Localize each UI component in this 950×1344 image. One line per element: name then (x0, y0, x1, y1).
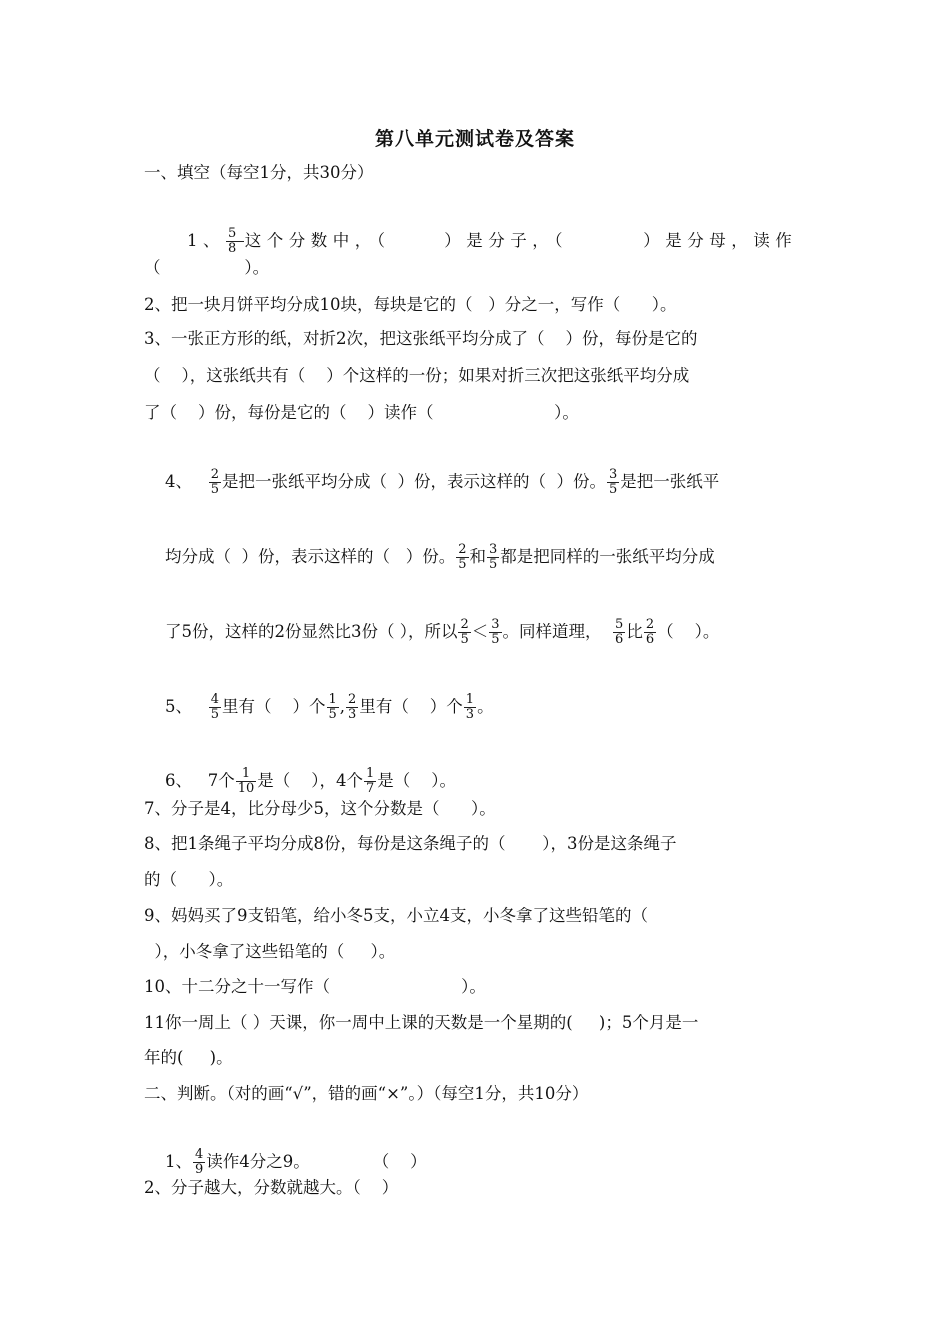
question-3-line1: 3、一张正方形的纸，对折2次，把这张纸平均分成了（ ）份，每份是它的 (144, 329, 698, 348)
question-text: 均分成（ ）份，表示这样的（ ）份。 (164, 547, 456, 566)
question-text: 。 (477, 697, 494, 716)
question-4-line3 (144, 598, 719, 667)
question-text: 读作4分之9。 （ ） (206, 1152, 427, 1171)
question-text: 是把一张纸平均分成（ ）份，表示这样的（ ）份。 (222, 472, 606, 491)
section1-heading: 一、填空（每空1分，共30分） (144, 163, 374, 182)
question-11-line1: 11你一周上（ ）天课，你一周中上课的天数是一个星期的( )；5个月是一 (144, 1013, 699, 1032)
question-text: 比 (626, 622, 643, 641)
question-5 (144, 673, 494, 742)
question-text: 7个 (207, 771, 235, 790)
question-text: 都是把同样的一张纸平均分成 (500, 547, 715, 566)
question-7: 7、分子是4，比分母少5，这个分数是（ ）。 (144, 799, 496, 818)
less-than-symbol: ＜ (471, 622, 489, 641)
question-text: 是（ ）。 (377, 771, 457, 790)
question-number: 6、 (164, 771, 192, 790)
fraction: $\frac{5}{6}$ (615, 617, 624, 647)
fraction: $\frac{1}{3}$ (465, 692, 475, 722)
fraction: $\frac{3}{5}$ (609, 467, 618, 497)
question-2: 2、把一块月饼平均分成10块，每块是它的（ ）分之一，写作（ ）。 (144, 295, 677, 314)
question-9-line2: ），小冬拿了这些铅笔的（ ）。 (144, 942, 396, 961)
question-text: 和 (469, 547, 486, 566)
fraction: $\frac{2}{6}$ (645, 617, 655, 647)
question-number: 4、 (164, 472, 192, 491)
question-8-line2: 的（ ）。 (144, 870, 234, 889)
question-text: 是（ ），4个 (257, 771, 364, 790)
question-text: 这个分数中，（ ）是分子，（ ）是分母，读作 (244, 231, 798, 250)
question-11-line2: 年的( )。 (144, 1048, 233, 1067)
question-text: 里有（ ）个 (222, 697, 326, 716)
fraction: $\frac{4}{9}$ (194, 1147, 204, 1177)
fraction: $\frac{1}{7}$ (366, 766, 375, 796)
question-number: 1、 (164, 1152, 192, 1171)
question-text: 。同样道理， (502, 622, 602, 641)
page-title: 第八单元测试卷及答案 (374, 128, 575, 150)
section2-heading: 二、判断。（对的画“√”，错的画“×”。）（每空1分，共10分） (144, 1084, 589, 1103)
question-4-line2 (144, 523, 715, 592)
judgement-2: 2、分子越大，分数就越大。（ ） (144, 1178, 399, 1197)
fraction: $\frac{2}{3}$ (348, 692, 357, 722)
question-9-line1: 9、妈妈买了9支铅笔，给小冬5支，小立4支，小冬拿了这些铅笔的（ (144, 906, 648, 925)
question-number: 5、 (164, 697, 192, 716)
question-text: 是把一张纸平 (620, 472, 720, 491)
question-number: 1、 (186, 231, 225, 250)
fraction: $\frac{1}{10}$ (237, 766, 255, 796)
question-10: 10、十二分之十一写作（ ）。 (144, 977, 486, 996)
fraction: $\frac{3}{5}$ (489, 542, 498, 572)
fraction: $\frac{5}{8}$ (227, 226, 242, 256)
question-1-line2: （ ）。 (144, 258, 270, 277)
question-3-line2: （ ），这张纸共有（ ）个这样的一份；如果对折三次把这张纸平均分成 (144, 366, 690, 385)
fraction: $\frac{2}{5}$ (210, 467, 220, 497)
question-4-line1 (144, 448, 719, 517)
question-text: 里有（ ）个 (359, 697, 463, 716)
fraction: $\frac{2}{5}$ (460, 617, 469, 647)
fraction: $\frac{4}{5}$ (210, 692, 220, 722)
fraction: $\frac{3}{5}$ (491, 617, 500, 647)
fraction: $\frac{2}{5}$ (458, 542, 467, 572)
fraction: $\frac{1}{5}$ (328, 692, 337, 722)
question-text: （ ）。 (657, 622, 720, 641)
comma: , (339, 697, 346, 716)
question-3-line3: 了（ ）份，每份是它的（ ）读作（ ）。 (144, 403, 579, 422)
question-text: 了5份，这样的2份显然比3份（ ），所以 (164, 622, 458, 641)
question-8-line1: 8、把1条绳子平均分成8份，每份是这条绳子的（ ），3份是这条绳子 (144, 834, 677, 853)
